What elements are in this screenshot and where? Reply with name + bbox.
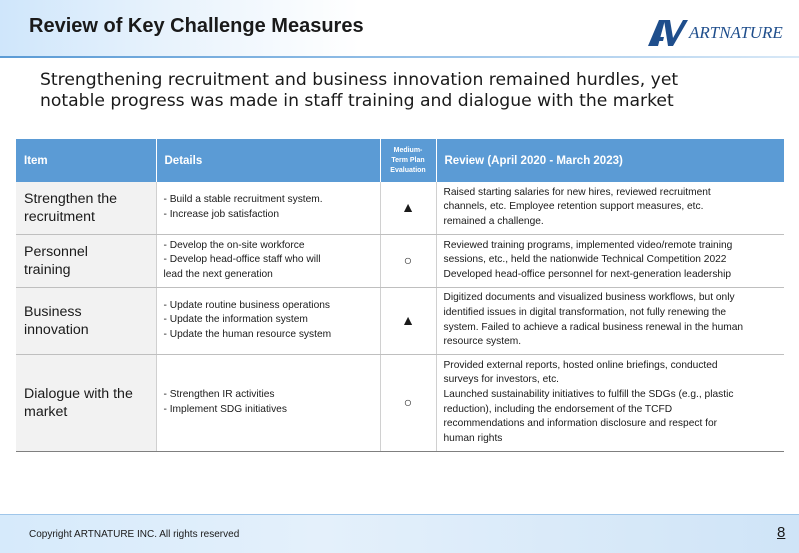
row-details-cell: - Strengthen IR activities - Implement SDG initiatives	[156, 354, 380, 451]
row-item-cell: Personnel training	[16, 234, 156, 287]
evaluation-circle-icon: ○	[380, 354, 436, 451]
headline-line-2: notable progress was made in staff training and dialogue with the market	[40, 91, 674, 111]
artnature-logo	[648, 20, 783, 46]
column-header-evaluation: Medium- Term Plan Evaluation	[380, 139, 436, 182]
footer-divider	[0, 514, 799, 515]
copyright-text: Copyright ARTNATURE INC. All rights reserved	[29, 529, 240, 540]
page-number: 8	[777, 524, 786, 541]
column-header-review: Review (April 2020 - March 2023)	[436, 139, 784, 182]
row-details-cell: - Build a stable recruitment system. - Increase job satisfaction	[156, 182, 380, 234]
evaluation-triangle-icon: ▲	[380, 287, 436, 354]
row-details-cell: - Update routine business operations - Update the information system - Update the human resource system	[156, 287, 380, 354]
table-row	[16, 234, 784, 287]
artnature-logo-icon	[648, 20, 688, 46]
row-review-cell: Provided external reports, hosted online briefings, conducted surveys for investors, etc. Launched sustainability initiatives to fulfill the SDGs (e.g., plastic reduction), including the endorsement of the TCFD recommendations and information disclosure and respect for human rights	[436, 354, 784, 451]
row-item-cell: Business innovation	[16, 287, 156, 354]
evaluation-circle-icon: ○	[380, 234, 436, 287]
table-row	[16, 182, 784, 234]
headline	[40, 70, 780, 112]
row-review-cell: Raised starting salaries for new hires, reviewed recruitment channels, etc. Employee retention support measures, etc. remained a challenge.	[436, 182, 784, 234]
row-review-cell: Digitized documents and visualized business workflows, but only identified issues in digital transformation, not fully renewing the system. Failed to achieve a radical business renewal in the human resource system.	[436, 287, 784, 354]
row-review-cell: Reviewed training programs, implemented video/remote training sessions, etc., held the nationwide Technical Competition 2022 Developed head-office personnel for next-generation leadership	[436, 234, 784, 287]
row-item-cell: Dialogue with the market	[16, 354, 156, 451]
logo-wordmark: ARTNATURE	[689, 23, 783, 42]
column-header-details: Details	[156, 139, 380, 182]
table-row	[16, 354, 784, 451]
row-item-cell: Strengthen the recruitment	[16, 182, 156, 234]
header-divider	[0, 56, 799, 58]
column-header-item: Item	[16, 139, 156, 182]
row-details-cell: - Develop the on-site workforce - Develop head-office staff who will lead the next generation	[156, 234, 380, 287]
evaluation-triangle-icon: ▲	[380, 182, 436, 234]
review-table	[16, 139, 784, 452]
table-header-row	[16, 139, 784, 182]
page-title: Review of Key Challenge Measures	[29, 15, 364, 37]
table-row	[16, 287, 784, 354]
headline-line-1: Strengthening recruitment and business innovation remained hurdles, yet	[40, 70, 679, 90]
